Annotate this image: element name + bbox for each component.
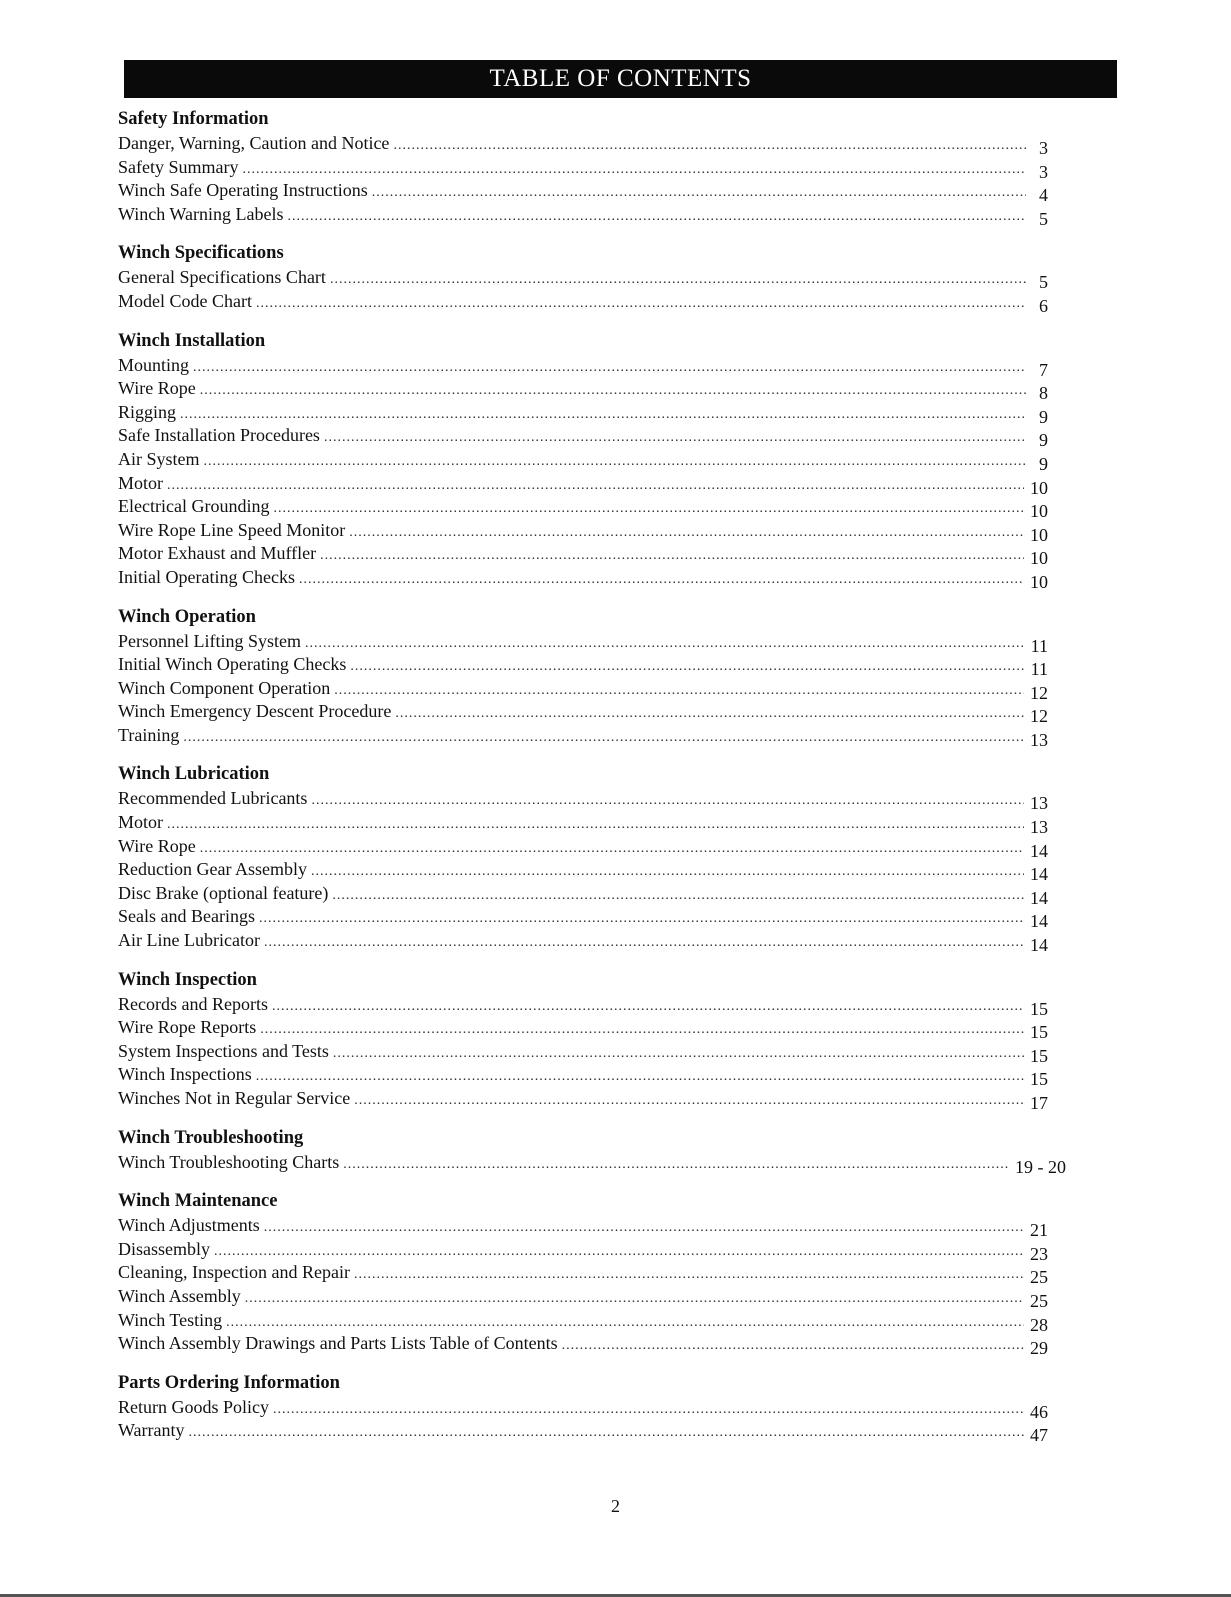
toc-section — [118, 328, 1048, 590]
toc-entry[interactable] — [118, 266, 1048, 293]
entry-page-number: 13 — [1030, 793, 1048, 814]
toc-entry[interactable] — [118, 1309, 1048, 1333]
toc-entry[interactable] — [118, 1063, 1048, 1090]
entry-page-number: 15 — [1030, 1045, 1048, 1066]
toc-entry[interactable] — [118, 811, 1048, 838]
dot-leader — [256, 292, 1026, 316]
toc-section — [118, 240, 1048, 316]
entry-page-number: 10 — [1030, 548, 1048, 569]
toc-entry[interactable] — [118, 448, 1048, 472]
toc-entry[interactable] — [118, 1087, 1048, 1111]
entry-page-number: 15 — [1030, 1069, 1048, 1090]
entry-page-number: 25 — [1030, 1267, 1048, 1288]
entry-page-number: 5 — [1039, 208, 1048, 229]
entry-label: Rigging — [118, 401, 177, 422]
dot-leader — [226, 1311, 1024, 1335]
entry-label: Personnel Lifting System — [118, 630, 301, 651]
toc-entry[interactable] — [118, 401, 1048, 425]
entry-page-number: 12 — [1030, 706, 1048, 727]
entry-label: Safety Summary — [118, 156, 239, 177]
entry-page-number: 19 - 20 — [1015, 1156, 1066, 1177]
dot-leader — [264, 1216, 1024, 1240]
dot-leader — [189, 1421, 1024, 1445]
toc-entry[interactable] — [118, 1040, 1048, 1064]
toc-entry[interactable] — [118, 1285, 1048, 1309]
entry-label: Winch Warning Labels — [118, 203, 284, 224]
entry-page-number: 9 — [1039, 453, 1048, 474]
entry-label: Motor — [118, 812, 163, 833]
section-title: Winch Troubleshooting — [118, 1127, 304, 1148]
entry-page-number: 3 — [1039, 138, 1048, 158]
entry-label: Air Line Lubricator — [118, 930, 260, 951]
entry-label: Reduction Gear Assembly — [118, 859, 307, 880]
dot-leader — [320, 544, 1024, 568]
toc-entry[interactable] — [118, 566, 1048, 590]
toc-entry[interactable] — [118, 179, 1048, 206]
entry-label: Disassembly — [118, 1238, 210, 1259]
entry-page-number: 13 — [1030, 817, 1048, 838]
entry-page-number: 29 — [1030, 1338, 1048, 1359]
toc-section — [118, 1188, 1048, 1359]
dot-leader — [180, 403, 1026, 427]
dot-leader — [242, 158, 1026, 182]
section-title: Winch Maintenance — [118, 1191, 278, 1212]
entry-page-number: 9 — [1039, 430, 1048, 451]
toc-entry[interactable] — [118, 677, 1048, 701]
section-title: Winch Installation — [118, 330, 266, 351]
dot-leader — [259, 907, 1024, 931]
toc-section — [118, 1125, 1066, 1177]
toc-entry[interactable] — [118, 653, 1048, 680]
dot-leader — [273, 497, 1024, 521]
entry-page-number: 4 — [1039, 185, 1048, 206]
dot-leader — [273, 1398, 1024, 1422]
entry-page-number: 10 — [1030, 477, 1048, 498]
entry-label: Wire Rope Reports — [118, 1017, 257, 1038]
entry-page-number: 15 — [1030, 1022, 1048, 1043]
entry-page-number: 25 — [1030, 1290, 1048, 1311]
dot-leader — [562, 1334, 1024, 1358]
dot-leader — [256, 1065, 1024, 1089]
entry-label: Disc Brake (optional feature) — [118, 882, 329, 903]
dot-leader — [305, 632, 1025, 656]
dot-leader — [167, 813, 1024, 837]
entry-page-number: 8 — [1039, 383, 1048, 404]
entry-label: Seals and Bearings — [118, 906, 255, 927]
entry-page-number: 7 — [1039, 359, 1048, 380]
entry-label: Danger, Warning, Caution and Notice — [118, 133, 390, 153]
dot-leader — [260, 1018, 1024, 1042]
entry-page-number: 46 — [1030, 1401, 1048, 1422]
dot-leader — [272, 995, 1024, 1019]
entry-page-number: 14 — [1030, 887, 1048, 908]
entry-page-number: 14 — [1030, 911, 1048, 932]
toc-entry[interactable] — [118, 905, 1048, 932]
entry-label: Training — [118, 724, 180, 745]
entry-page-number: 10 — [1030, 501, 1048, 522]
entry-label: Winch Assembly — [118, 1285, 241, 1306]
table-of-contents — [118, 106, 1066, 1457]
dot-leader — [350, 655, 1024, 679]
toc-entry[interactable] — [118, 882, 1048, 906]
entry-label: Recommended Lubricants — [118, 788, 308, 809]
toc-entry[interactable] — [118, 1261, 1048, 1288]
section-title: Parts Ordering Information — [118, 1372, 340, 1393]
entry-label: Mounting — [118, 354, 190, 375]
toc-entry[interactable] — [118, 1214, 1048, 1241]
entry-page-number: 12 — [1030, 682, 1048, 703]
entry-label: Winch Component Operation — [118, 677, 331, 698]
dot-leader — [343, 1153, 1009, 1177]
dot-leader — [204, 450, 1026, 474]
entry-label: Winch Emergency Descent Procedure — [118, 701, 392, 722]
dot-leader — [354, 1089, 1024, 1113]
dot-leader — [214, 1240, 1024, 1264]
toc-entry[interactable] — [118, 132, 1048, 156]
toc-entry[interactable] — [118, 156, 1048, 180]
section-title: Winch Specifications — [118, 243, 284, 264]
toc-entry[interactable] — [118, 472, 1048, 496]
dot-leader — [324, 426, 1026, 450]
toc-section — [118, 1370, 1048, 1446]
entry-label: Records and Reports — [118, 993, 268, 1014]
page-number: 2 — [611, 1496, 620, 1516]
dot-leader — [354, 1263, 1024, 1287]
entry-page-number: 3 — [1039, 161, 1048, 182]
entry-label: Wire Rope Line Speed Monitor — [118, 519, 346, 540]
entry-label: Winch Troubleshooting Charts — [118, 1151, 340, 1172]
entry-label: System Inspections and Tests — [118, 1040, 329, 1061]
toc-section — [118, 106, 1048, 229]
dot-leader — [183, 726, 1024, 750]
entry-label: Motor — [118, 472, 163, 493]
entry-label: Wire Rope — [118, 378, 196, 399]
dot-leader — [264, 931, 1024, 955]
toc-entry[interactable] — [118, 1238, 1048, 1262]
toc-entry[interactable] — [118, 835, 1048, 859]
toc-title: TABLE OF CONTENTS — [489, 65, 752, 92]
entry-page-number: 10 — [1030, 524, 1048, 545]
dot-leader — [311, 860, 1024, 884]
toc-entry[interactable] — [118, 1016, 1048, 1043]
toc-entry[interactable] — [118, 1396, 1048, 1420]
entry-label: Return Goods Policy — [118, 1396, 269, 1417]
dot-leader — [395, 702, 1024, 726]
entry-label: General Specifications Chart — [118, 267, 326, 288]
entry-label: Winch Adjustments — [118, 1215, 260, 1236]
toc-entry[interactable] — [118, 787, 1048, 814]
entry-label: Winches Not in Regular Service — [118, 1088, 351, 1108]
dot-leader — [245, 1287, 1024, 1311]
section-title: Safety Information — [118, 109, 269, 129]
toc-entry[interactable] — [118, 495, 1048, 522]
toc-section — [118, 761, 1048, 956]
toc-entry[interactable] — [118, 724, 1048, 748]
dot-leader — [393, 134, 1026, 158]
entry-label: Winch Testing — [118, 1309, 223, 1330]
toc-entry[interactable] — [118, 203, 1048, 227]
dot-leader — [334, 679, 1024, 703]
entry-label: Winch Inspections — [118, 1064, 252, 1085]
entry-page-number: 9 — [1039, 406, 1048, 427]
toc-section — [118, 604, 1048, 748]
toc-entry[interactable] — [118, 858, 1048, 885]
dot-leader — [372, 181, 1026, 205]
entry-page-number: 17 — [1030, 1093, 1048, 1113]
entry-label: Wire Rope — [118, 835, 196, 856]
toc-entry[interactable] — [118, 377, 1048, 404]
toc-entry[interactable] — [118, 700, 1048, 727]
dot-leader — [299, 568, 1024, 592]
toc-header-banner — [124, 60, 1117, 98]
entry-page-number: 23 — [1030, 1243, 1048, 1264]
entry-page-number: 14 — [1030, 935, 1048, 956]
section-title: Winch Operation — [118, 606, 256, 627]
entry-page-number: 11 — [1030, 659, 1048, 680]
toc-entry[interactable] — [118, 290, 1048, 314]
dot-leader — [333, 1042, 1024, 1066]
entry-page-number: 14 — [1030, 864, 1048, 885]
entry-page-number: 14 — [1030, 840, 1048, 861]
entry-label: Initial Operating Checks — [118, 566, 295, 587]
entry-label: Winch Safe Operating Instructions — [118, 180, 368, 201]
toc-entry[interactable] — [118, 1151, 1066, 1175]
entry-label: Warranty — [118, 1420, 185, 1441]
toc-entry[interactable] — [118, 630, 1048, 654]
toc-entry[interactable] — [118, 1332, 1048, 1359]
entry-label: Safe Installation Procedures — [118, 425, 320, 446]
entry-label: Winch Assembly Drawings and Parts Lists Table of Contents — [118, 1333, 558, 1354]
toc-entry[interactable] — [118, 542, 1048, 569]
dot-leader — [330, 268, 1026, 292]
toc-entry[interactable] — [118, 929, 1048, 956]
entry-page-number: 6 — [1039, 295, 1048, 316]
dot-leader — [167, 474, 1024, 498]
entry-page-number: 21 — [1030, 1220, 1048, 1241]
entry-label: Model Code Chart — [118, 290, 252, 311]
entry-page-number: 11 — [1030, 635, 1048, 656]
toc-entry[interactable] — [118, 519, 1048, 543]
entry-label: Cleaning, Inspection and Repair — [118, 1262, 350, 1283]
entry-page-number: 13 — [1030, 729, 1048, 750]
toc-entry[interactable] — [118, 424, 1048, 451]
entry-label: Motor Exhaust and Muffler — [118, 543, 317, 564]
dot-leader — [349, 521, 1024, 545]
dot-leader — [193, 356, 1026, 380]
entry-page-number: 10 — [1030, 571, 1048, 592]
entry-label: Electrical Grounding — [118, 496, 270, 517]
entry-page-number: 5 — [1039, 272, 1048, 293]
toc-entry[interactable] — [118, 1419, 1048, 1446]
toc-entry[interactable] — [118, 993, 1048, 1017]
dot-leader — [287, 205, 1026, 229]
dot-leader — [332, 884, 1024, 908]
section-title: Winch Lubrication — [118, 764, 270, 785]
toc-entry[interactable] — [118, 354, 1048, 378]
entry-label: Initial Winch Operating Checks — [118, 654, 347, 675]
toc-section — [118, 967, 1048, 1111]
dot-leader — [311, 789, 1024, 813]
entry-page-number: 15 — [1030, 998, 1048, 1019]
entry-page-number: 28 — [1030, 1314, 1048, 1335]
entry-page-number: 47 — [1030, 1425, 1048, 1446]
dot-leader — [200, 837, 1024, 861]
section-title: Winch Inspection — [118, 969, 257, 990]
entry-label: Air System — [118, 448, 200, 469]
dot-leader — [200, 379, 1026, 403]
